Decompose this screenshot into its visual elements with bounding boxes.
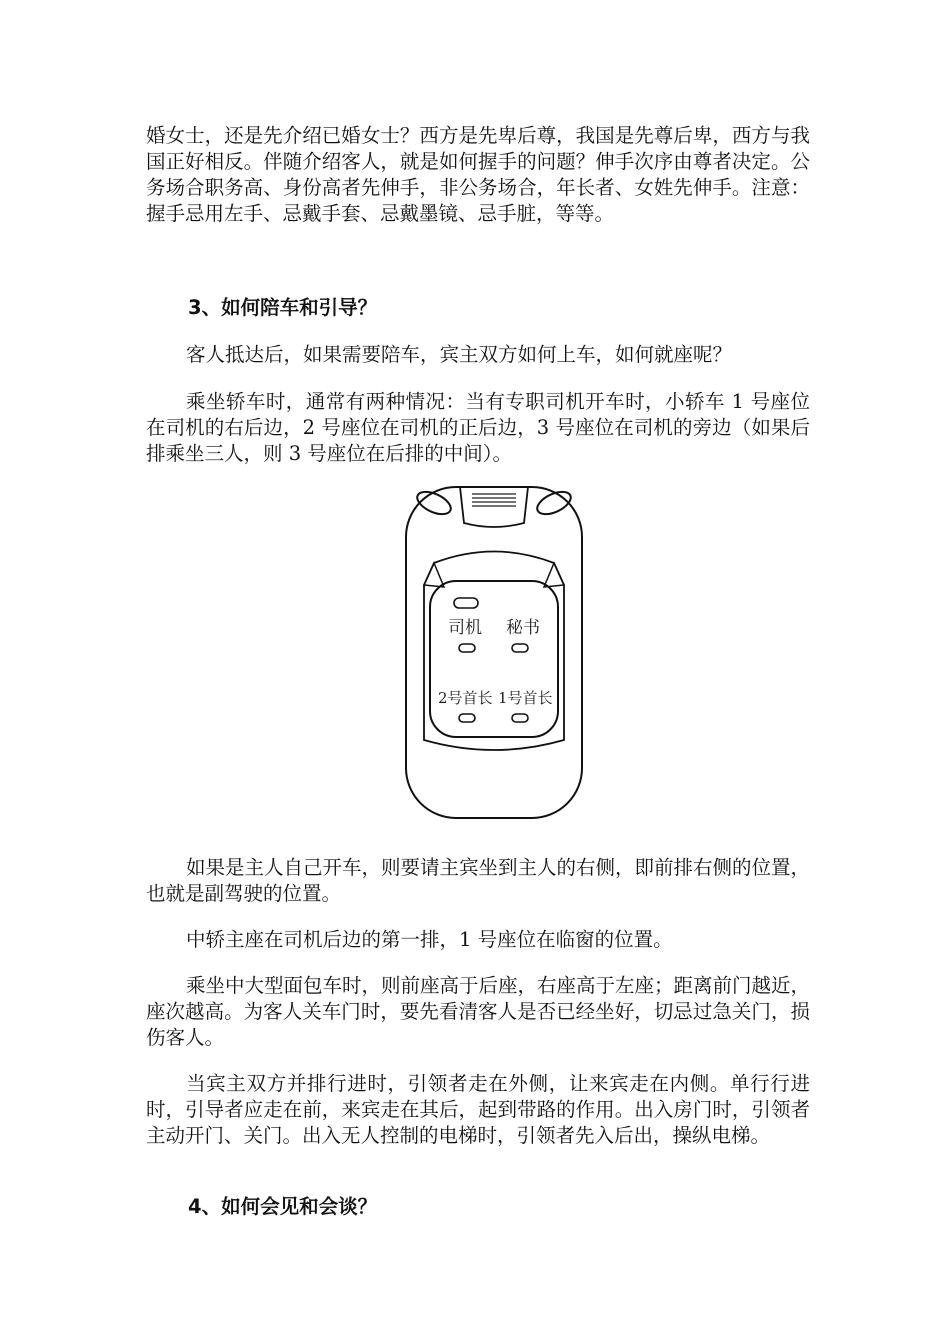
seat-2-label: 2号首长 xyxy=(438,689,493,707)
paragraph-medium-car: 中轿主座在司机后边的第一排，1 号座位在临窗的位置。 xyxy=(186,928,673,951)
paragraph-guiding: 当宾主双方并排行进时，引领者走在外侧，让来宾走在内侧。单行行进时，引导者应走在前，来宾走在其后，起到带路的作用。出入房门时，引领者主动开门、关门。出入无人控制的电梯时，引领者先入后出，操纵电梯。 xyxy=(146,1072,810,1147)
car-roof-outline xyxy=(430,581,558,737)
secretary-label: 秘书 xyxy=(506,618,540,638)
paragraph-van-seating: 乘坐中大型面包车时，则前座高于后座，右座高于左座；距离前门越近，座次越高。为客人关车门时，要先看清客人是否已经坐好，切忌过急关门，损伤客人。 xyxy=(146,974,811,1049)
grille-lines xyxy=(472,494,516,506)
paragraph-handshake: 婚女士，还是先介绍已婚女士？西方是先卑后尊，我国是先尊后卑，西方与我国正好相反。伴随介绍客人，就是如何握手的问题？伸手次序由尊者决定。公务场合职务高、身份高者先伸手，非公务场合，年长者、女姓先伸手。注意：握手忌用左手、忌戴手套、忌戴墨镜、忌手脏，等等。 xyxy=(146,124,810,225)
section-heading-4: 4、如何会见和会谈？ xyxy=(188,1195,378,1218)
section-heading-3: 3、如何陪车和引导？ xyxy=(188,296,378,319)
driver-label: 司机 xyxy=(448,618,482,638)
car-seating-diagram xyxy=(404,485,584,820)
rear-view-mirror-icon xyxy=(454,598,478,608)
seat-1-label: 1号首长 xyxy=(498,689,553,707)
secretary-seat-icon xyxy=(512,644,528,652)
driver-seat-icon xyxy=(459,644,475,652)
car-body-outline xyxy=(406,487,582,818)
car-hood-outline xyxy=(460,487,528,527)
paragraph-owner-driving: 如果是主人自己开车，则要请主宾坐到主人的右侧，即前排右侧的位置，也就是副驾驶的位置。 xyxy=(146,856,811,905)
windshield-left-corner xyxy=(424,563,444,587)
paragraph-arrival: 客人抵达后，如果需要陪车，宾主双方如何上车，如何就座呢？ xyxy=(186,343,733,366)
paragraph-sedan-seating: 乘坐轿车时，通常有两种情况：当有专职司机开车时，小轿车 1 号座位在司机的右后边，2 号座位在司机的正后边，3 号座位在司机的旁边（如果后排乘坐三人，则 3 号座位在后排的中间）。 xyxy=(146,390,810,465)
seat-1-icon xyxy=(512,714,528,722)
windshield-right-corner xyxy=(544,563,564,587)
seat-2-icon xyxy=(459,714,475,722)
